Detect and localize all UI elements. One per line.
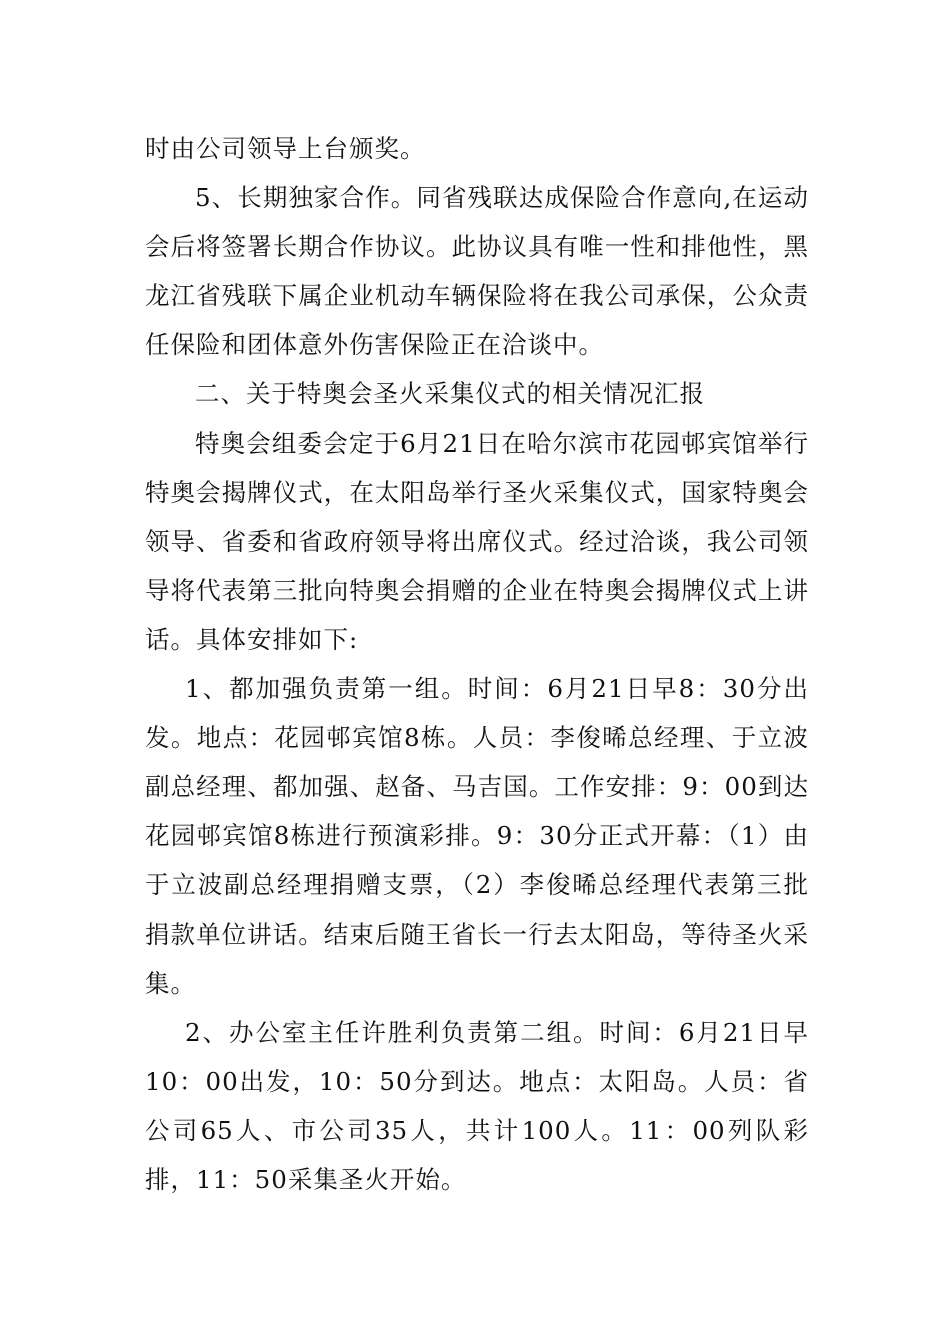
paragraph-torch-intro: 特奥会组委会定于6月21日在哈尔滨市花园邨宾馆举行特奥会揭牌仪式，在太阳岛举行圣火采集仪式，国家特奥会领导、省委和省政府领导将出席仪式。经过洽谈，我公司领导将代表第三批向特奥会捐赠的企业在特奥会揭牌仪式上讲话。具体安排如下: [145,428,809,654]
paragraph-group-two: 2、办公室主任许胜利负责第二组。时间：6月21日早10：00出发，10：50分到达。地点：太阳岛。人员：省公司65人、市公司35人，共计100人。11：00列队彩排，11：50采集圣火开始。 [145,1017,809,1194]
section-heading-torch: 二、关于特奥会圣火采集仪式的相关情况汇报 [195,379,705,409]
paragraph-award: 时由公司领导上台颁奖。 [145,134,426,163]
paragraph-group-one: 1、都加强负责第一组。时间：6月21日早8：30分出发。地点：花园邨宾馆8栋。人员：李俊晞总经理、于立波副总经理、都加强、赵备、马吉国。工作安排：9：00到达花园邨宾馆8栋进行预演彩排。9：30分正式开幕：（1）由于立波副总经理捐赠支票，（2）李俊晞总经理代表第三批捐款单位讲话。结束后随王省长一行去太阳岛，等待圣火采集。 [145,674,809,998]
paragraph-cooperation: 5、长期独家合作。同省残联达成保险合作意向,在运动会后将签署长期合作协议。此协议具有唯一性和排他性，黑龙江省残联下属企业机动车辆保险将在我公司承保，公众责任保险和团体意外伤害保险正在洽谈中。 [145,183,809,360]
document-body [145,124,809,1204]
